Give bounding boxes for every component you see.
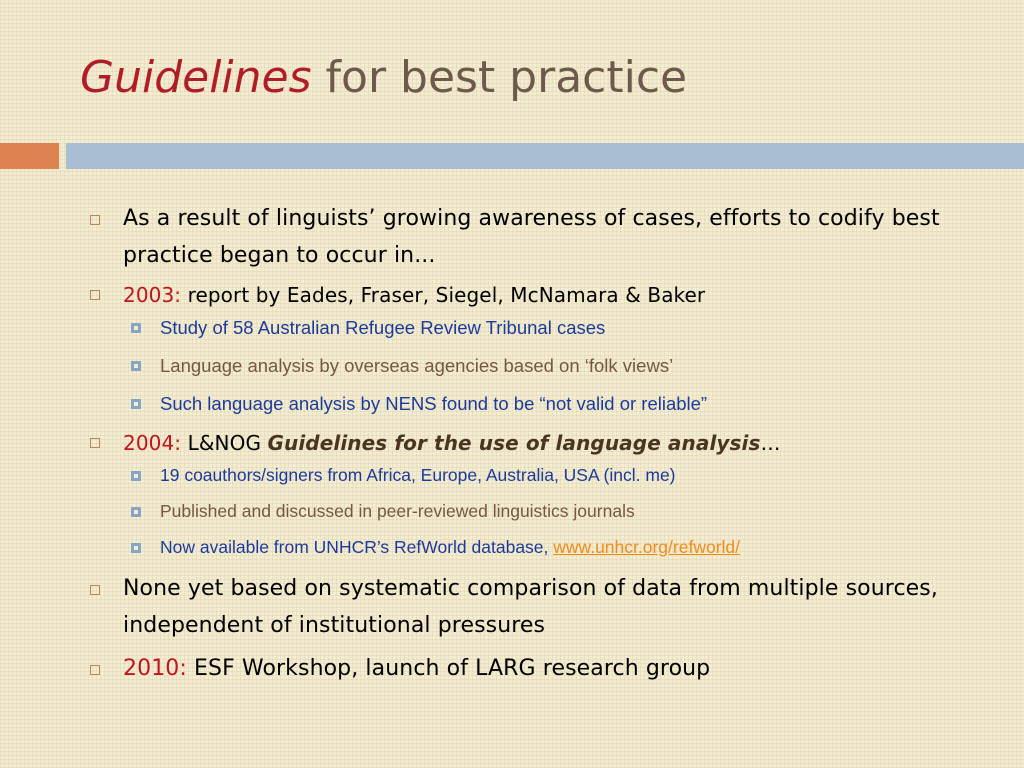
sub-bullet-text: 19 coauthors/signers from Africa, Europe, Australia, USA (incl. me)	[160, 465, 676, 485]
bullet-item-2003	[0, 280, 1024, 310]
year-label: 2010:	[123, 656, 187, 681]
sub-bullet-text: Study of 58 Australian Refugee Review Tribunal cases	[160, 317, 606, 338]
sub-bullet-published	[0, 498, 1024, 524]
bullet-item-2010	[0, 650, 1024, 687]
bullet-text: ESF Workshop, launch of LARG research group	[186, 656, 711, 681]
sub-bullet-refworld	[0, 534, 1024, 560]
square-bullet-icon	[90, 438, 100, 448]
refworld-link[interactable]: www.unhcr.org/refworld/	[553, 537, 741, 557]
bullet-text: None yet based on systematic comparison of data from multiple sources, independent of institutional pressures	[123, 576, 938, 638]
bullet-item-2004	[0, 428, 1024, 458]
accent-bar-orange	[0, 143, 59, 169]
title-rest: for best practice	[311, 52, 688, 103]
sub-bullet-text: Language analysis by overseas agencies based on ‘folk views’	[160, 355, 674, 376]
bullet-text: As a result of linguists’ growing awareness of cases, efforts to codify best practice began to occur in...	[123, 206, 940, 268]
org-label: L&NOG	[181, 431, 268, 455]
title-accent: Guidelines	[80, 52, 312, 103]
year-label: 2004:	[123, 431, 182, 455]
square-bullet-icon	[90, 290, 100, 300]
slide-content	[0, 200, 1024, 693]
sub-bullet-icon	[131, 323, 141, 333]
square-bullet-icon	[90, 665, 100, 675]
bullet-item-awareness	[0, 200, 1024, 274]
sub-bullet-icon	[131, 361, 141, 371]
square-bullet-icon	[90, 585, 100, 595]
accent-bar-blue	[66, 143, 1024, 169]
bullet-item-none-yet	[0, 570, 1024, 644]
sub-bullet-icon	[131, 507, 141, 517]
guidelines-title: Guidelines for the use of language analysis	[267, 431, 761, 455]
sub-bullet-coauthors	[0, 462, 1024, 488]
sub-bullet-folk-views	[0, 352, 1024, 380]
sub-bullet-text: Now available from UNHCR’s RefWorld database,	[160, 537, 554, 557]
year-label: 2003:	[123, 283, 182, 307]
sub-bullet-study	[0, 314, 1024, 342]
sub-bullet-text: Such language analysis by NENS found to be “not valid or reliable”	[160, 393, 708, 414]
square-bullet-icon	[90, 215, 100, 225]
sub-bullet-icon	[131, 543, 141, 553]
ellipsis: …	[760, 431, 781, 455]
slide-title	[80, 52, 687, 103]
sub-bullet-nens	[0, 390, 1024, 418]
sub-bullet-text: Published and discussed in peer-reviewed linguistics journals	[160, 501, 635, 521]
sub-bullet-icon	[131, 399, 141, 409]
bullet-text: report by Eades, Fraser, Siegel, McNamara & Baker	[181, 283, 706, 307]
sub-bullet-icon	[131, 471, 141, 481]
